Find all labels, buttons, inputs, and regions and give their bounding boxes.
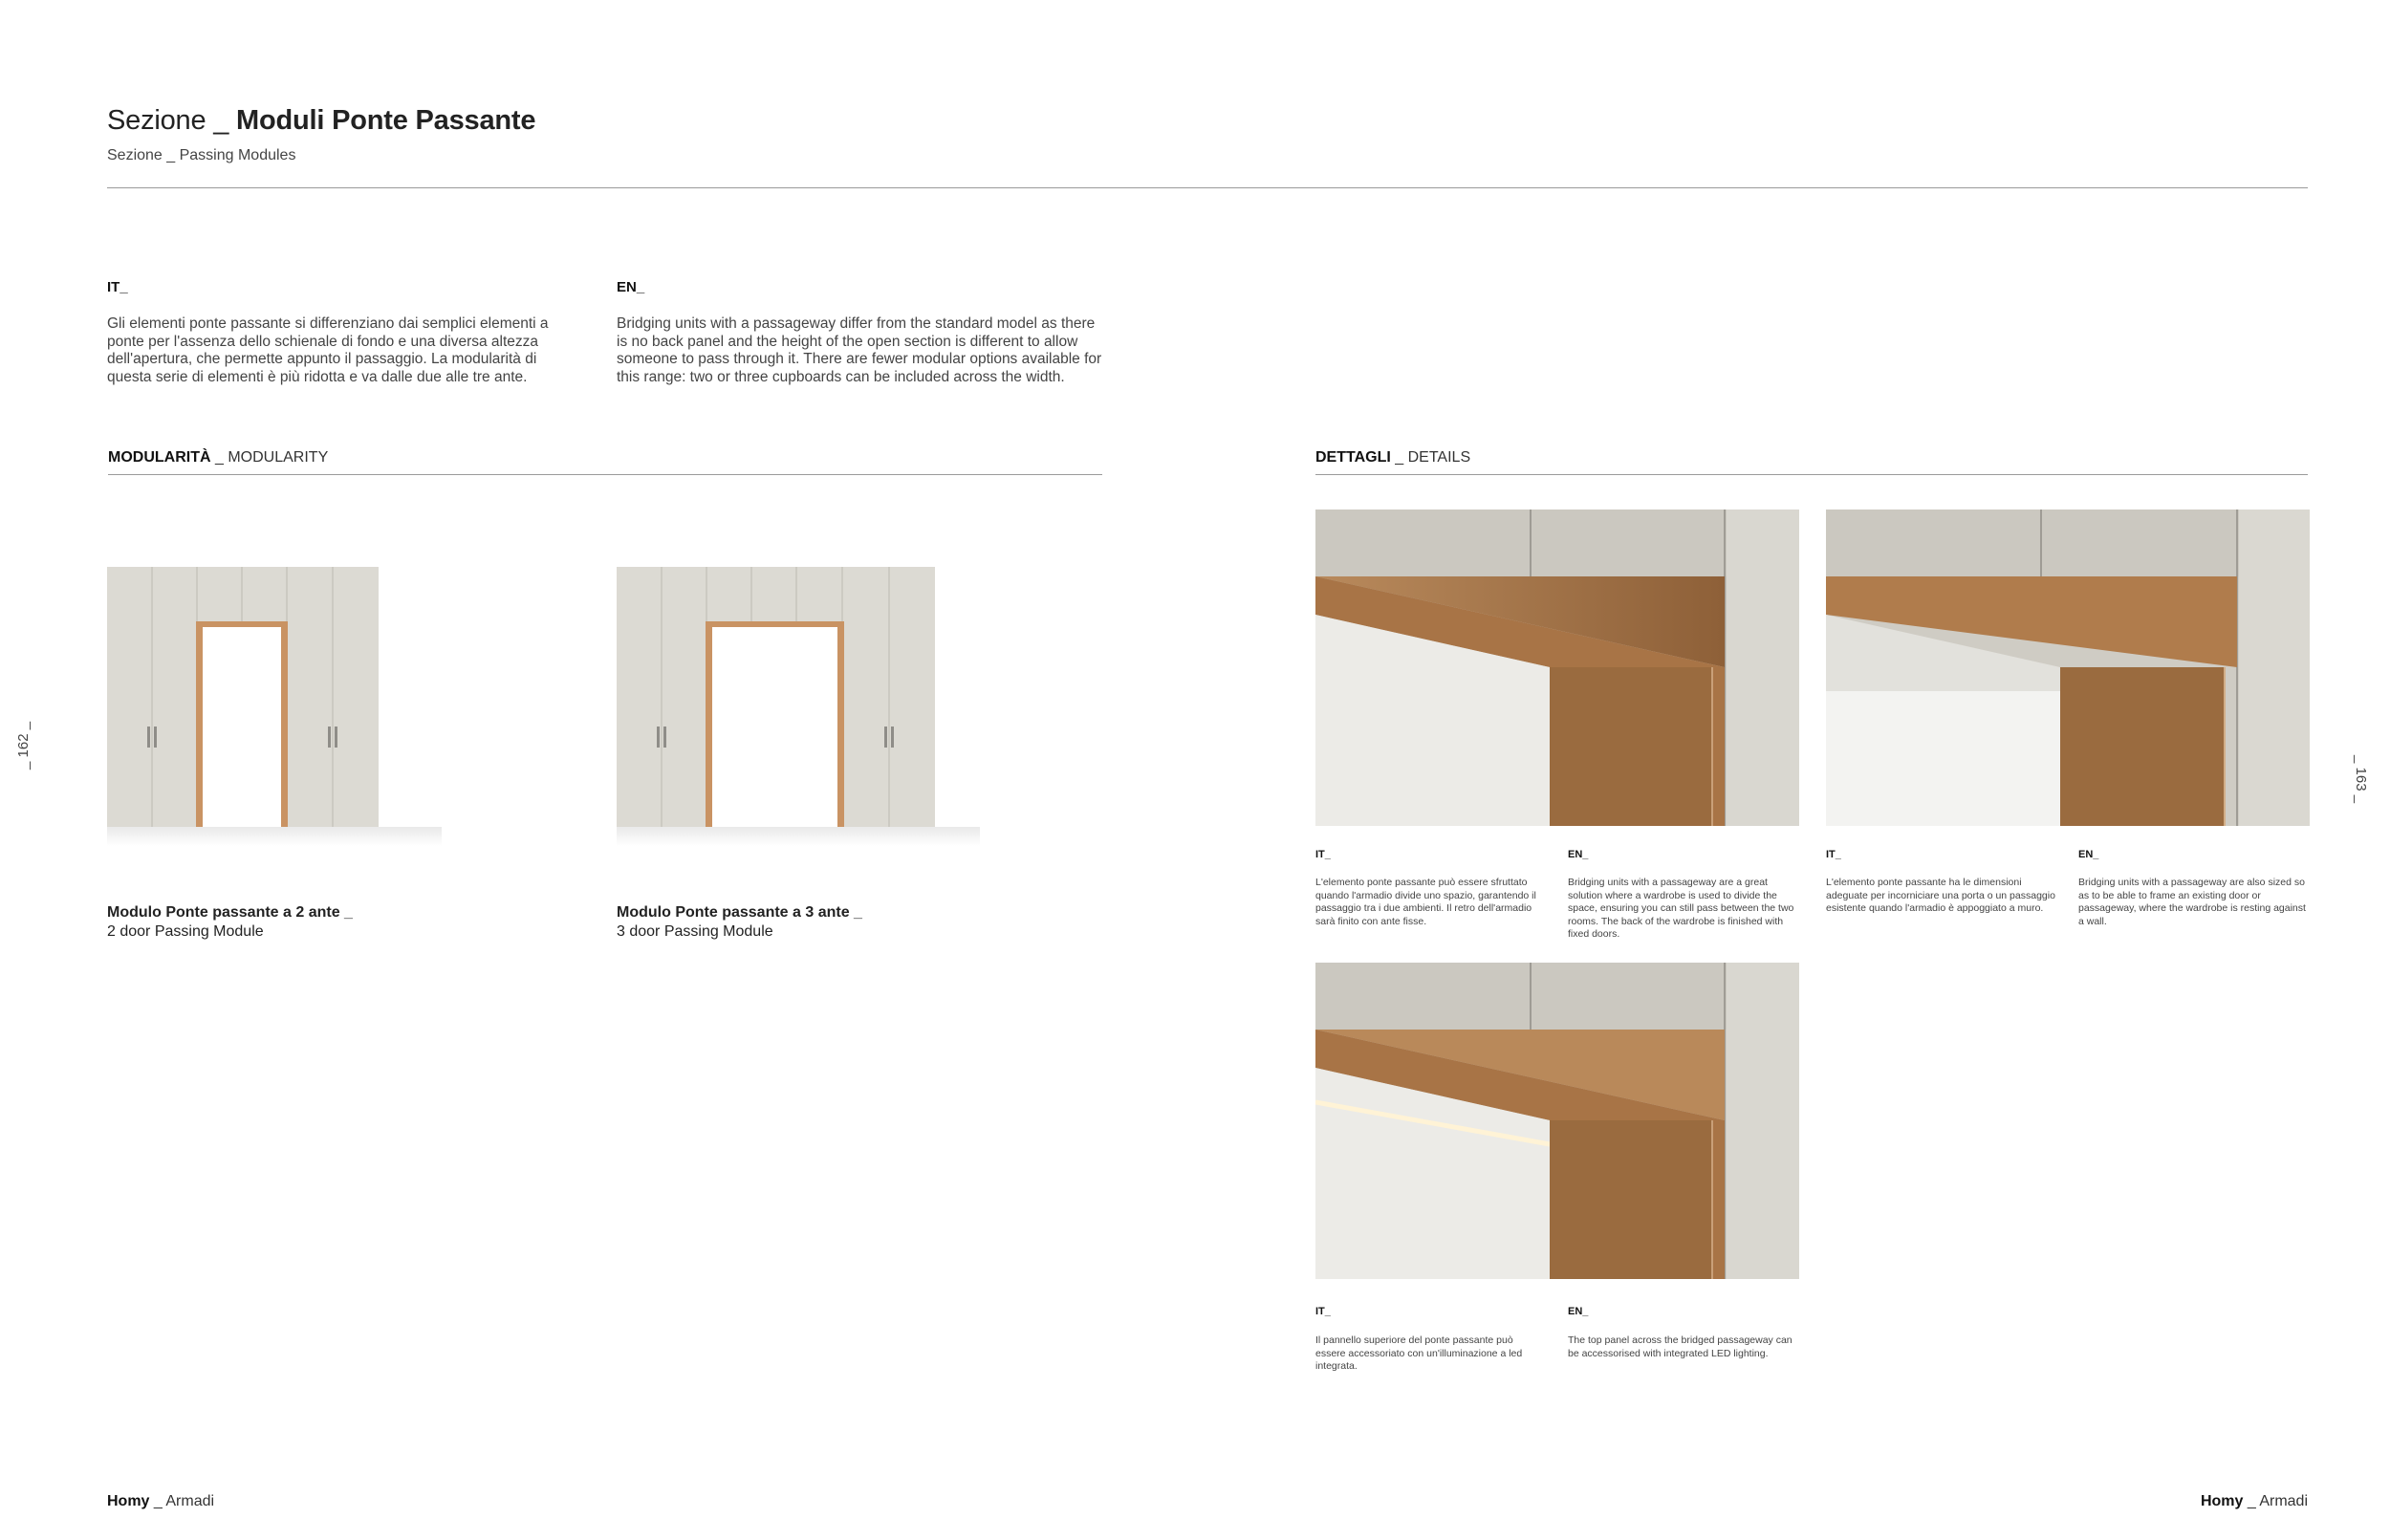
modularity-caption-2-door: Modulo Ponte passante a 2 ante _ 2 door Passing Module [107, 904, 353, 940]
details-divider [1315, 474, 2308, 475]
detail-photo-2 [1826, 510, 2310, 826]
detail-1-en-text: Bridging units with a passageway are a great solution where a wardrobe is used to divide the space, ensuring you can still pass between the two rooms. The back of the wardrobe is finished with fixed doors. [1568, 877, 1794, 940]
footer-right: Homy _ Armadi [2200, 1493, 2308, 1509]
wardrobe-3-door-image [617, 564, 980, 851]
detail-2-it-label: IT_ [1826, 849, 1841, 860]
detail-3-it-text: Il pannello superiore del ponte passante può essere accessoriato con un'illuminazione a led integrata. [1315, 1334, 1523, 1372]
detail-1-it-text: L'elemento ponte passante può essere sfruttato quando l'armadio divide uno spazio, garantendo il passaggio tra i due ambienti. Il retro dell'armadio sarà finito con ante fisse. [1315, 877, 1536, 927]
page-number-right: _ 163 _ [2353, 755, 2369, 804]
modularity-caption-3-door: Modulo Ponte passante a 3 ante _ 3 door Passing Module [617, 904, 862, 940]
detail-1-en-label: EN_ [1568, 849, 1589, 860]
page-subtitle: Sezione _ Passing Modules [107, 147, 296, 163]
detail-3-en-text: The top panel across the bridged passageway can be accessorised with integrated LED lighting. [1568, 1334, 1792, 1359]
footer-left: Homy _ Armadi [107, 1493, 215, 1509]
page-title: Sezione _ Moduli Ponte Passante [107, 105, 536, 136]
modularity-divider [108, 474, 1102, 475]
header-divider [107, 187, 2308, 188]
detail-photo-3 [1315, 963, 1799, 1279]
intro-en-label: EN_ [617, 279, 645, 295]
detail-2-it-text: L'elemento ponte passante ha le dimensioni adeguate per incorniciare una porta o un passaggio esistente quando l'armadio è appoggiato a muro. [1826, 877, 2055, 914]
page-number-left: _ 162 _ [15, 721, 32, 770]
detail-photo-1 [1315, 510, 1799, 826]
detail-3-en-label: EN_ [1568, 1306, 1589, 1317]
details-heading: DETTAGLI _ DETAILS [1315, 449, 1471, 466]
detail-2-en-text: Bridging units with a passageway are also sized so as to be able to frame an existing door or passageway, where the wardrobe is resting against a wall. [2078, 877, 2306, 927]
intro-it-label: IT_ [107, 279, 128, 295]
intro-it-text: Gli elementi ponte passante si differenziano dai semplici elementi a ponte per l'assenza dello schienale di fondo e una diversa altezza dell'apertura, che permette appunto il passaggio. La modularità di questa serie di elementi è più ridotta e va dalle due alle tre ante. [107, 315, 549, 385]
modularity-heading: MODULARITÀ _ MODULARITY [108, 449, 329, 466]
wardrobe-2-door-image [107, 564, 442, 851]
detail-1-it-label: IT_ [1315, 849, 1331, 860]
detail-2-en-label: EN_ [2078, 849, 2099, 860]
detail-3-it-label: IT_ [1315, 1306, 1331, 1317]
intro-en-text: Bridging units with a passageway differ from the standard model as there is no back panel and the height of the open section is different to allow someone to pass through it. There are fewer modular options available for this range: two or three cupboards can be included across the width. [617, 315, 1102, 385]
